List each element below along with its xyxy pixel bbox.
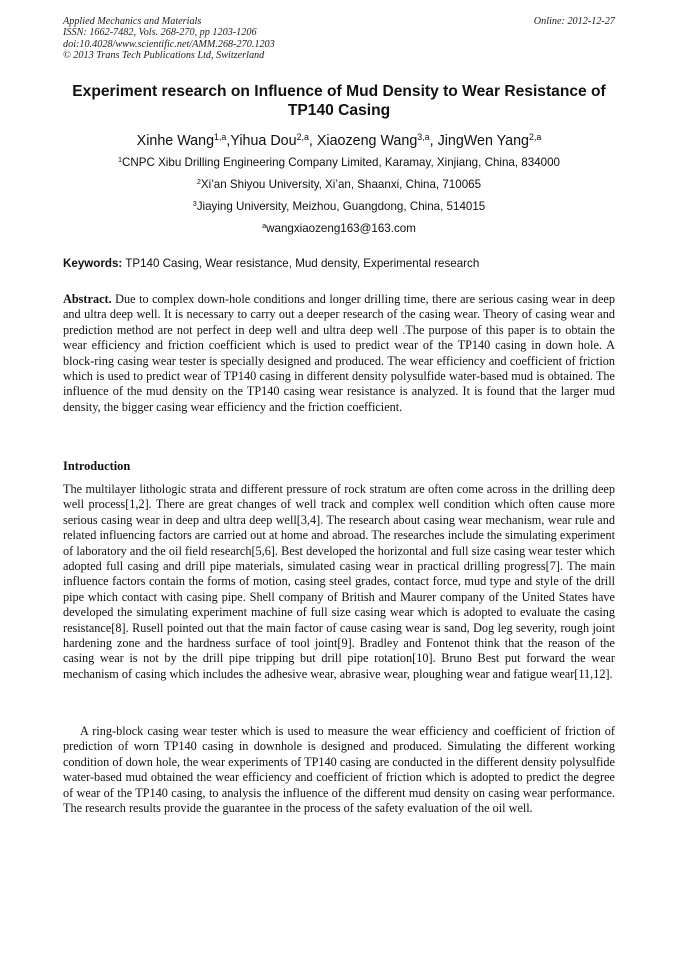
- author-superscript: 3,a: [417, 132, 430, 143]
- abstract-text: Due to complex down-hole conditions and longer drilling time, there are serious casing wear in deep and ultra deep well. It is necessary to carry out a deeper research of the casing wear. Theory of casing wear and prediction method are not perfect in deep well and ultra deep well .The purpose of this paper is to obtain the wear efficiency and friction coefficient which is used to predict wear of the TP140 casing in down hole. A block-ring casing wear tester is specially designed and produced. The wear efficiency and coefficient of friction which is used to predict wear of TP140 casing in different density polysulfide water-based mud is obtained. The influence of the mud density on the TP140 casing wear resistance is analyzed. It is found that the larger mud density, the bigger casing wear efficiency and the friction coefficient.: [63, 292, 615, 414]
- affiliation-superscript: 3: [192, 199, 197, 209]
- author-superscript: 1,a: [214, 132, 227, 143]
- author-separator: ,: [429, 133, 438, 149]
- author-superscript: 2,a: [296, 132, 309, 143]
- author-separator: ,: [226, 133, 231, 149]
- author-name: Xiaozeng Wang: [316, 133, 418, 149]
- affiliation-text: Jiaying University, Meizhou, Guangdong, China, 514015: [196, 200, 486, 213]
- abstract-label: Abstract.: [63, 292, 112, 306]
- keywords-label: Keywords:: [63, 257, 123, 270]
- author-name: Yihua Dou: [230, 133, 297, 149]
- title-line-2: TP140 Casing: [287, 102, 391, 119]
- journal-doi: doi:10.4028/www.scientific.net/AMM.268-270.1203: [63, 38, 275, 50]
- introduction-paragraph-2: A ring-block casing wear tester which is used to measure the wear efficiency and coefficient of friction of prediction of worn TP140 casing in downhole is designed and produced. Simulating the different working condition of down hole, the wear experiments of TP140 casing are conducted in the different density polysulfide water-based mud obtained the wear efficiency and coefficient of friction which is adopted to predict the degree of wear of the TP140 casing, to analysis the influence of the different mud density on casing wear performance. The research results provide the guarantee in the process of the safety evaluation of the oil well.: [63, 724, 615, 816]
- paper-title: [58, 82, 620, 120]
- author-separator: ,: [308, 133, 317, 149]
- keywords-text: TP140 Casing, Wear resistance, Mud density, Experimental research: [122, 257, 480, 270]
- author-superscript: 2,a: [528, 132, 542, 143]
- author-list: [40, 132, 638, 151]
- journal-header: [63, 16, 615, 62]
- affiliation-3: [40, 200, 638, 215]
- journal-copyright: © 2013 Trans Tech Publications Ltd, Switzerland: [63, 50, 265, 62]
- affiliation-1: [40, 156, 638, 171]
- abstract: [63, 292, 615, 415]
- affiliation-superscript: 1: [118, 155, 122, 165]
- affiliation-2: [40, 178, 638, 193]
- email-superscript: a: [262, 221, 267, 231]
- introduction-paragraph-1: The multilayer lithologic strata and different pressure of rock stratum are often come across in the drilling deep well process[1,2]. There are great changes of well track and complex well condition which often cause more serious casing wear in deep and ultra deep well[3,4]. The research about casing wear mechanism, wear rule and related influencing factors are carried out at home and abroad. The researches include the simulating experiment of laboratory and the oil field research[5,6]. Best developed the horizontal and full size casing wear tester which adopted full casing and drill pipe materials, simulated casing wear in practical drilling progress[7]. The main influence factors contain the forms of motion, casing steel grades, contact force, mud type and style of the drill pipe which contact with casing pipe. Shell company of British and Maurer company of the United States have developed the simulating experiment machine of full size casing wear which is adopted to evaluate the casing resistance[8]. Rusell pointed out that the main factor of cause casing wear is sand, Dog leg severity, rough joint hardening zone and the hardness surface of tool joint[9]. Bradley and Fontenot think that the reason of the casing wear is not by the drill pipe tripping but drill pipe rotation[10]. Bruno Best put forward the wear mechanism of casing which includes the adhesive wear, abrasive wear, ploughing wear and fatigue wear[11,12].: [63, 482, 615, 681]
- section-heading-introduction: Introduction: [63, 459, 131, 473]
- keywords: [63, 257, 615, 271]
- journal-issn: ISSN: 1662-7482, Vols. 268-270, pp 1203-1206: [63, 27, 257, 39]
- journal-name: Applied Mechanics and Materials: [63, 16, 202, 27]
- email-text: wangxiaozeng163@163.com: [266, 222, 416, 235]
- corresponding-email: [40, 222, 638, 237]
- affiliation-text: Xi’an Shiyou University, Xi’an, Shaanxi, China, 710065: [200, 178, 482, 191]
- title-line-1: Experiment research on Influence of Mud Density to Wear Resistance of: [72, 83, 606, 100]
- affiliation-text: CNPC Xibu Drilling Engineering Company Limited, Karamay, Xinjiang, China, 834000: [122, 156, 560, 169]
- online-date: Online: 2012-12-27: [533, 16, 615, 27]
- affiliation-superscript: 2: [196, 177, 201, 187]
- author-name: JingWen Yang: [437, 133, 529, 149]
- author-name: Xinhe Wang: [136, 133, 215, 149]
